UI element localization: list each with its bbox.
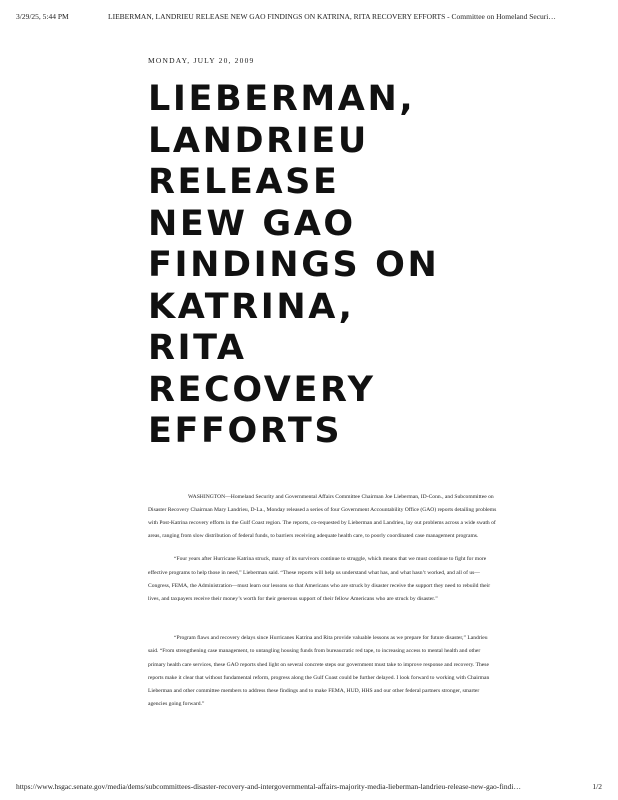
headline-line: LANDRIEU — [148, 120, 369, 161]
article-dateline: MONDAY, JULY 20, 2009 — [148, 56, 255, 65]
headline-line: EFFORTS — [148, 411, 343, 451]
headline-line: RITA — [148, 328, 247, 368]
article-paragraph: “Program flaws and recovery delays since Hurricanes Katrina and Rita provide valuable lessons as we prepare for future disaster,” Landrieu said. “From strengthening case management, to untangling housing funds from bureaucratic red tape, to increasing access to mental health and other primary health care services, these GAO reports shed light on several concrete steps our government must take to improve response and recovery. These reports make it clear that without fundamental reform, progress along the Gulf Coast could be further delayed. I look forward to working with Chairman Lieberman and other committee members to address these findings and to make FEMA, HUD, HHS and our other federal partners stronger, smarter agencies going forward.” — [148, 635, 490, 708]
print-page-number: 1/2 — [592, 782, 602, 791]
print-footer — [16, 782, 602, 791]
headline-line: KATRINA, — [148, 286, 355, 327]
headline-line: LIEBERMAN, — [148, 79, 416, 119]
print-page-title: LIEBERMAN, LANDRIEU RELEASE NEW GAO FINDINGS ON KATRINA, RITA RECOVERY EFFORTS - Committee on Homeland Securi… — [108, 12, 556, 21]
article-paragraph: WASHINGTON—Homeland Security and Governmental Affairs Committee Chairman Joe Lieberman, ID-Conn., and Subcommittee on Disaster Recovery Chairman Mary Landrieu, D-La., Monday released a series of four Government Accountability Office (GAO) reports detailing problems with Post-Katrina recovery efforts in the Gulf Coast region. The reports, co-requested by Lieberman and Landrieu, lay out problems across a wide swath of areas, ranging from slow distribution of federal funds, to barriers receiving adequate health care, to poorly coordinated case management programs. — [148, 493, 497, 540]
print-header — [16, 12, 602, 21]
headline-line: FINDINGS ON — [148, 245, 440, 285]
article-body — [148, 491, 498, 712]
headline-line: RELEASE — [148, 162, 340, 202]
headline-line: NEW GAO — [148, 203, 356, 244]
article-headline — [148, 79, 498, 453]
print-datetime: 3/29/25, 5:44 PM — [16, 12, 69, 21]
print-url: https://www.hsgac.senate.gov/media/dems/subcommittees-disaster-recovery-and-intergovernmental-affairs-majority-media-lieberman-landrieu-release-new-gao-findi… — [16, 782, 521, 791]
headline-line: RECOVERY — [148, 369, 376, 410]
article-paragraph: “Four years after Hurricane Katrina struck, many of its survivors continue to struggle, which means that we must continue to fight for more effective programs to help those in need,” Lieberman said. “These reports will help us understand what has, and what hasn’t worked, and all of us—Congress, FEMA, the Administration—must learn our lessons so that Americans who are struck by disaster receive the support they need to rebuild their lives, and taxpayers receive their money’s worth for their generous support of their fellow Americans who are struck by disaster.” — [148, 556, 491, 602]
article — [148, 56, 498, 711]
